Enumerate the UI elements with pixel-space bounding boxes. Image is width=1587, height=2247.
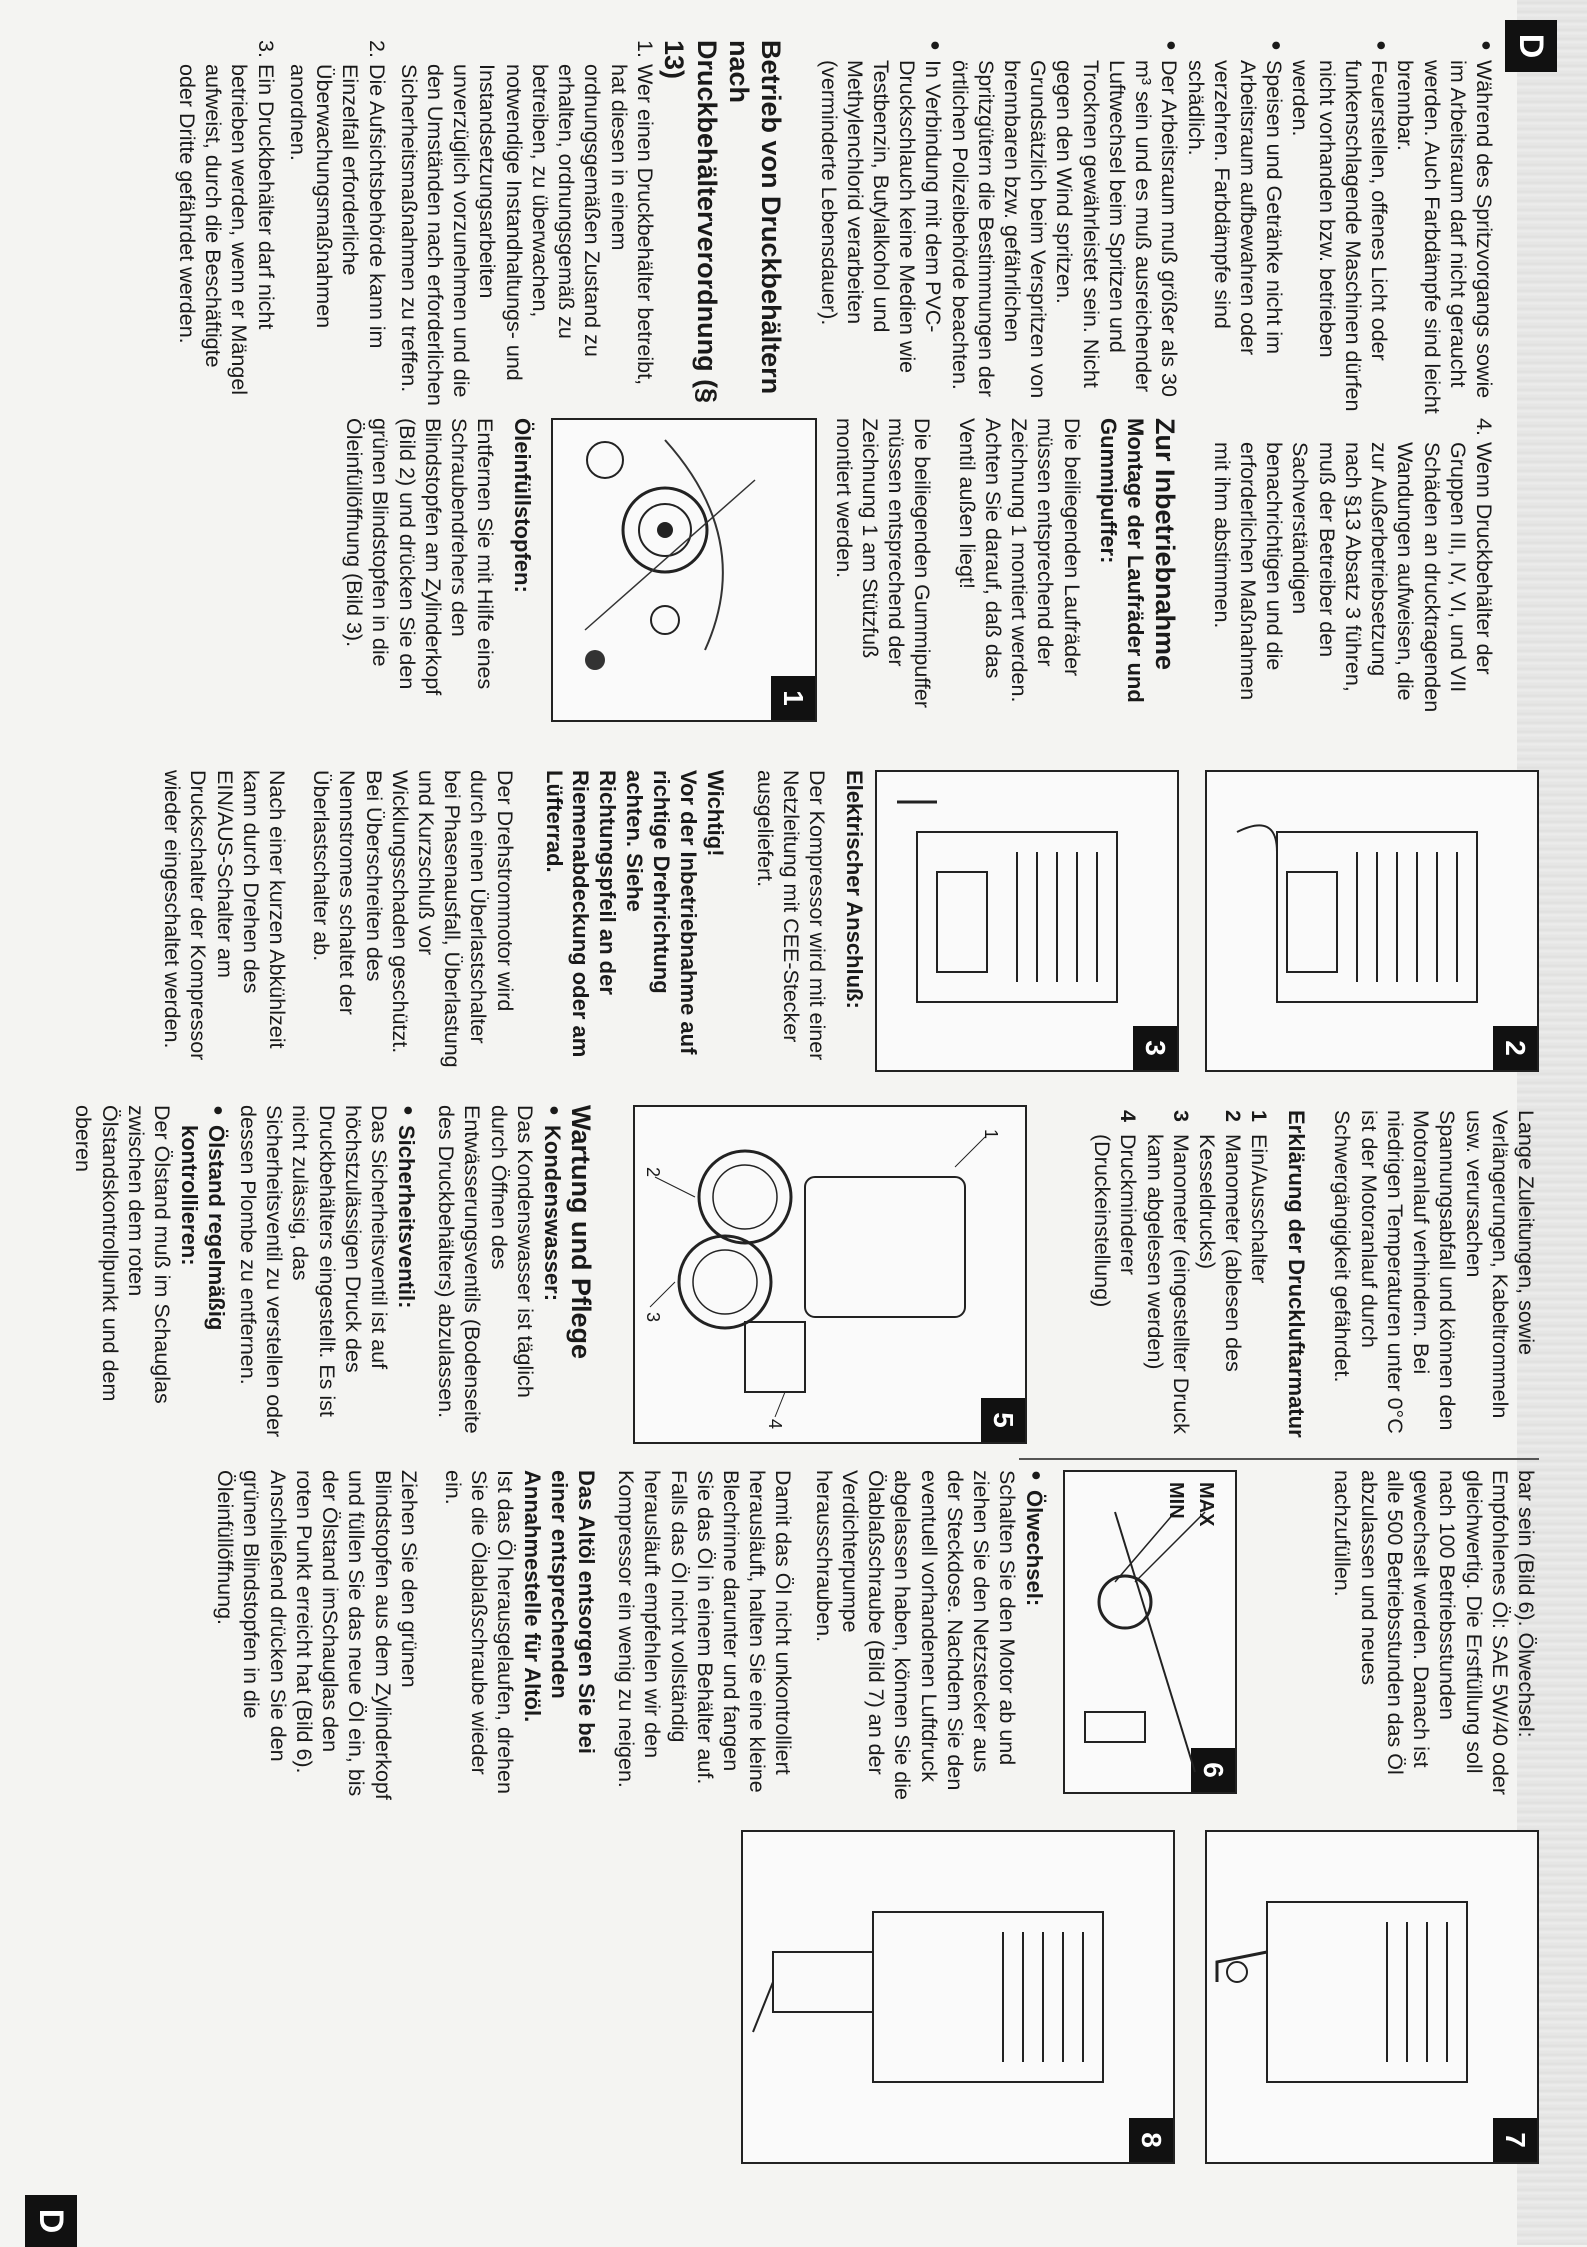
wheels-text: Die beiliegenden Laufräder müssen entsprechend der Zeichnung 1 montiert werden. Achten Sie darauf, daß das Ventil außen liegt! [954,418,1084,703]
numbered-item-1: 1. Wer einen Druckbehälter betreibt, hat diesen in einem ordnungsgemäßen Zustand zu erhalten, ordnungsgemäß zu betreiben, zu überwachen, notwendige Instandhaltungs- und Instandsetzungsarbeiten unverzüglich vorzunehmen und die den Umständen nach erforderlichen Sicherheitsmaßnahmen zu treffen. [396,40,657,406]
fitting-number: 2 [1221,1110,1246,1122]
figure-8-number: 8 [1129,2118,1173,2162]
oil-drain-text: Damit das Öl nicht unkontrolliert herausläuft, halten Sie eine kleine Blechrinne darunter und fangen Sie das Öl in einem Behälter auf. Falls das Öl nicht vollständig herausläuft empfehlen wir den Kompressor ein wenig zu neigen. [614,1470,796,1793]
fitting-text: Manometer (ablesen des Kesseldrucks) [1194,1134,1246,1372]
column-divider [1019,1458,1539,1460]
restart-text: Nach einer kurzen Abkühlzeit kann durch Drehen des EIN/AUS-Schalter am Druckschalter der Kompressor wieder eingeschaltet werden. [160,770,289,1061]
column-1 [174,40,1497,415]
figure-1-wheel-drawing [553,420,815,720]
column-5-lower [212,1470,1047,1800]
oil-refill-text: Ziehen Sie den grünen Blindstopfen aus dem Zylinderkopf und füllen Sie das neue Öl ein, bis der Ölstand imSchauglas den roten Punkt erreicht hat (Bild 6). Anschließend drücken Sie den grünen Blindstopfen in die Öleinfüllöffnung. [213,1470,421,1800]
column-2 [831,418,1497,718]
fitting-number: 4 [1116,1110,1141,1122]
figure-1 [551,418,817,722]
fitting-item [1194,1110,1246,1440]
column-5 [1329,1470,1539,1800]
safety-valve-text: Das Sicherheitsventil ist auf höchstzulässigen Druck des Druckbehälters eingestellt. Es ist nicht zulässig, das Sicherheitsventil zu verstellen oder dessen Plombe zu entfernen. [235,1105,392,1438]
bullet-workroom: ● Der Arbeitsraum muß größer als 30 m³ sein und es muß ausreichender Luftwechsel beim Spritzen und Trocknen gewährleistet sein. Nicht gegen den Wind spritzen. Grundsätzlich beim Verspritzen von brennbaren bzw. gefährlichen Spritzgütern die Bestimmungen der örtlichen Polizeibehörde beachten. [946,40,1182,415]
heading-commissioning: Zur Inbetriebnahme [1149,418,1180,671]
motor-protection-text: Der Drehstrommotor wird durch einen Überlastschalter bei Phasenausfall, Überlastung und Kurzschluß vor Wicklungsschaden geschützt. Bei Überschreiten des Nennstromes schaltet der Überlastschalter ab. [309,770,517,1068]
figure-7 [1205,1830,1539,2164]
figure-2 [1205,770,1539,1072]
figure-8 [741,1830,1175,2164]
figure-3-pump-drawing [877,772,1177,1070]
fitting-item [1141,1110,1193,1440]
figure-6 [1063,1470,1237,1794]
subheading-oil-plug: Öleinfüllstopfen: [510,418,535,593]
figure-7-drain-screw-drawing [1207,1832,1537,2162]
subheading-oil-level: ● Ölstand regelmäßig kontrollieren: [175,1105,229,1440]
subheading-electrical: Elektrischer Anschluß: [842,770,867,1009]
figure-2-number: 2 [1493,1026,1537,1070]
bullet-smoking: ● Während des Spritzvorgangs sowie im Arbeitsraum darf nicht geraucht werden. Auch Farbdämpfe sind leicht brennbar. [1392,40,1497,415]
column-2-lower [341,418,535,718]
oil-level-text: Der Ölstand muß im Schauglas zwischen dem roten Ölstandskontrollpunkt und dem oberen [71,1105,175,1404]
oil-change-text: Schalten Sie den Motor ab und ziehen Sie den Netzstecker aus der Steckdose. Nachdem Sie den eventuell vorhandenen Luftdruck abgelassen haben, können Sie die Ölablaßschraube (Bild 7) an der Verdichterpumpe herausschrauben. [811,1470,1020,1800]
numbered-item-3-text: Ein Druckbehälter darf nicht betrieben werden, wenn er Mängel aufweist, durch die Beschäftigte oder Dritte gefährdet werden. [175,64,278,396]
column-3 [159,770,867,1070]
rotation-warning: Vor der Inbetriebnahme auf richtige Drehrichtung achten. Siehe Richtungspfeil an der Riemenabdeckung oder am Lüfterrad. [541,770,701,1058]
fitting-number: 3 [1168,1110,1193,1122]
numbered-item-2: 2. Die Aufsichtsbehörde kann im Einzelfall erforderliche Überwachungsmaßnahmen anordnen. [285,40,389,349]
electrical-text: Der Kompressor wird mit einer Netzleitung mit CEE-Stecker ausgeliefert. [752,770,830,1061]
figure-5-label-1: 1 [981,1129,1001,1140]
numbered-item-4: 4. Wenn Druckbehälter der Gruppen III, IV, VI, und VII Schäden an drucktragenden Wandungen aufweisen, die zur Außerbetriebsetzung nach §13 Absatz 3 führen, muß der Betreiber den Sachverständigen benachrichtigen und die erforderlichen Maßnahmen mit ihm abstimmen. [1209,418,1496,713]
subheading-safety-valve: ● Sicherheitsventil: [392,1105,419,1440]
waste-oil-text: Das Altöl entsorgen Sie bei einer entsprechenden Annahmestelle für Altöl. [520,1470,599,1755]
bullet-food: ● Speisen und Getränke nicht im Arbeitsraum aufbewahren oder verzehren. Farbdämpfe sind schädlich. [1182,40,1287,415]
fitting-item [1246,1110,1272,1440]
subheading-condensate: ● Kondenswasser: [538,1105,565,1440]
oil-plug-text: Entfernen Sie mit Hilfe eines Schraubendrehers den Blindstopfen am Zylinderkopf (Bild 2) und drücken Sie den grünen Blindstopfen in die Öleinfüllöffnung (Bild 3). [342,418,498,696]
numbered-item-3: 3. Ein Druckbehälter darf nicht betrieben werden, wenn er Mängel aufweist, durch die Beschäftigte oder Dritte gefährdet werden. [175,40,278,396]
important-label: Wichtig! [702,770,728,857]
column-4 [1089,1110,1539,1440]
figure-5-label-4: 4 [765,1419,785,1430]
heading-pressure-vessel: Betrieb von Druckbehältern nach Druckbehälterverordnung (§ 13) [659,40,787,404]
numbered-item-4-text: Wenn Druckbehälter der Gruppen III, IV, VI, und VII Schäden an drucktragenden Wandungen aufweisen, die zur Außerbetriebsetzung nach §13 Absatz 3 führen, muß der Betreiber den Sachverständigen benachrichtigen und die erforderlichen Maßnahmen mit ihm abstimmen. [1209,442,1496,713]
fittings-list [1089,1110,1273,1440]
figure-5-label-3: 3 [643,1312,663,1323]
fitting-item [1089,1110,1141,1440]
numbered-item-1-text: Wer einen Druckbehälter betreibt, hat diesen in einem ordnungsgemäßen Zustand zu erhalten, ordnungsgemäß zu betreiben, zu überwachen, notwendige Instandhaltungs- und Instandsetzungsarbeiten unverzüglich vorzunehmen und die den Umständen nach erforderlichen Sicherheitsmaßnahmen zu treffen. [396,64,657,406]
figure-3 [875,770,1179,1072]
figure-7-number: 7 [1493,2118,1537,2162]
oil-drained-text: Ist das Öl herausgelaufen, drehen Sie die Ölablaßschraube wieder ein. [440,1470,518,1794]
fitting-text: Ein/Ausschalter [1247,1134,1272,1284]
buffers-text: Die beiliegenden Gummipuffer müssen entsprechend der Zeichnung 1 am Stützfuß montiert werden. [831,418,935,709]
figure-2-pump-drawing [1207,772,1537,1070]
figure-6-max-label: MAX [1195,1482,1217,1527]
figure-5 [633,1105,1027,1444]
figure-5-fittings-drawing [635,1107,1025,1442]
supply-line-text: Lange Zuleitungen, sowie Verlängerungen, Kabeltrommeln usw. verursachen Spannungsabfall und können den Motoranlauf verhindern. Bei niedrigen Temperaturen unter 0°C ist der Motoranlauf durch Schwergängigkeit gefährdet. [1330,1110,1538,1434]
fitting-text: Manometer (eingestellter Druck kann abgelesen werden) [1142,1134,1193,1434]
figure-5-number: 5 [981,1398,1025,1442]
figure-3-number: 3 [1133,1026,1177,1070]
column-4-lower [70,1105,597,1440]
condensate-text: Das Kondenswasser ist täglich durch Öffnen des Entwässerungsventils (Bodenseite des Druckbehälters) abzulassen. [434,1105,537,1434]
figure-1-number: 1 [771,676,815,720]
heading-maintenance: Wartung und Pflege [566,1105,596,1359]
fitting-number: 1 [1247,1110,1272,1122]
fitting-text: Druckminderer (Druckeinstellung) [1090,1134,1141,1308]
bullet-open-fire: ● Feuerstellen, offenes Licht oder funkenschlagende Maschinen dürfen nicht vorhanden bzw. betrieben werden. [1287,40,1392,415]
figure-6-min-label: MIN [1165,1482,1187,1519]
numbered-item-2-text: Die Aufsichtsbehörde kann im Einzelfall erforderliche Überwachungsmaßnahmen anordnen. [285,64,389,349]
subheading-fittings: Erklärung der Druckluftarmatur [1284,1110,1310,1438]
figure-5-label-2: 2 [643,1167,663,1178]
figure-6-number: 6 [1191,1748,1235,1792]
oil-change-intro: bar sein (Bild 6). Ölwechsel: Empfohlenes Öl: SAE 5W/40 oder gleichwertig. Die Erstfüllung soll nach 100 Betriebsstunden gewechselt werden. Danach ist alle 500 Betriebsstunden das Öl abzulassen und neues nachzufüllen. [1330,1470,1538,1796]
subheading-oil-change: ● Ölwechsel: [1020,1470,1047,1800]
figure-8-oil-fill-drawing [743,1832,1173,2162]
language-tab-bottom: D [25,2195,77,2247]
subheading-wheels: Montage der Laufräder und Gummipuffer: [1096,418,1149,703]
bullet-pvc-hose: ● In Verbindung mit dem PVC-Druckschlauch keine Medien wie Testbenzin, Butylalkohol und Methylenchlorid verarbeiten (verminderte Lebensdauer). [815,40,946,415]
language-tab-top: D [1505,20,1557,72]
